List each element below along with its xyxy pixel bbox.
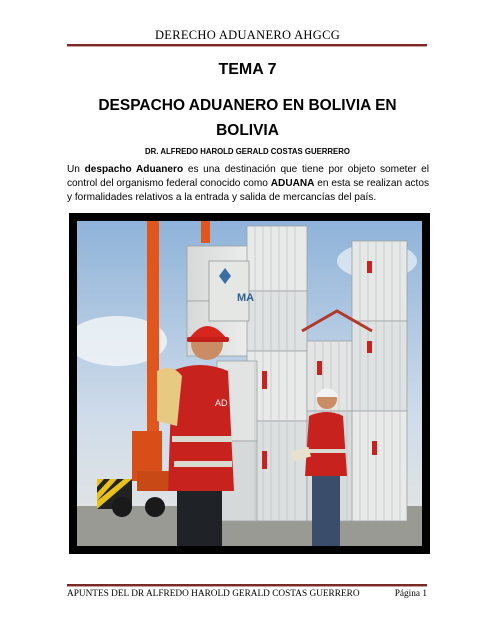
body-paragraph (67, 163, 429, 206)
para-bold-1: despacho Aduanero (84, 164, 184, 175)
para-text-2: es una destinación que tiene por objeto someter el control del organismo federal conocido como (67, 164, 429, 190)
container-text: MA (237, 292, 255, 304)
page-number: Página 1 (394, 589, 427, 599)
document-title (70, 93, 425, 143)
author-line: DR. ALFREDO HAROLD GERALD COSTAS GUERRERO (145, 147, 350, 156)
footer-text: APUNTES DEL DR ALFREDO HAROLD GERALD COSTAS GUERRERO (67, 589, 360, 599)
maersk-container (209, 261, 249, 321)
chapter-heading: TEMA 7 (218, 61, 277, 78)
customs-photo-image (77, 221, 422, 546)
vest-text: AD (215, 398, 228, 408)
para-bold-2: ADUANA (270, 178, 315, 190)
footer-rule (67, 584, 427, 586)
header-rule (67, 44, 427, 46)
para-text-1: Un (67, 164, 85, 175)
para-text-3: en esta se realizan actos y formalidades relativos a la entrada y salida de mercancías del país. (67, 178, 429, 204)
title-line-1: DESPACHO ADUANERO EN BOLIVIA EN (98, 97, 397, 114)
customs-photo (69, 213, 430, 554)
title-line-2: BOLIVIA (216, 122, 279, 139)
running-header: DERECHO ADUANERO AHGCG (154, 28, 341, 42)
